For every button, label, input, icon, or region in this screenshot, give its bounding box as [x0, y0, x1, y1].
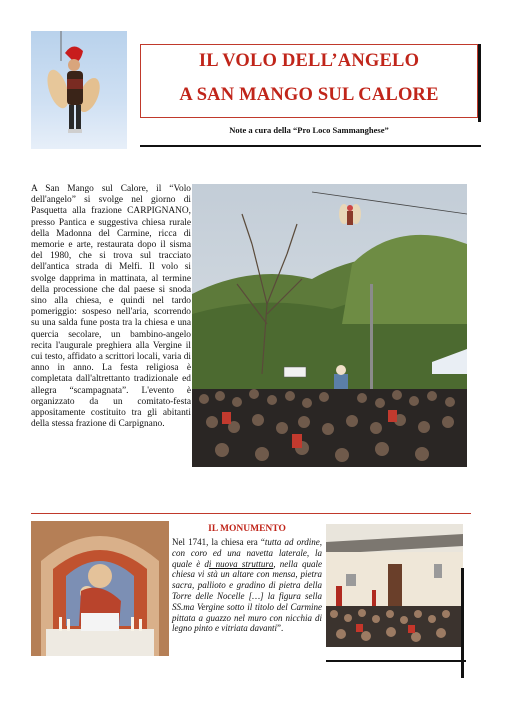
monument-heading: IL MONUMENTO — [208, 524, 286, 534]
procession-photo — [192, 184, 467, 467]
monument-text — [172, 537, 322, 634]
church-photo — [326, 524, 463, 647]
monument-text-intro: Nel 1741, la chiesa era “ — [172, 537, 265, 547]
title-line-1: IL VOLO DELL’ANGELO — [198, 51, 420, 71]
article-text: A San Mango sul Calore, il “Volo dell'angelo” si svolge nel giorno di Pasquetta alla frazione CARPIGNANO, presso Pantica e suggestiva chiesa rurale della Madonna del Carmine, ricca di memorie e arte, restaurata dopo il sisma del 1980, che si trova sul tracciato dell'antica strada di Melfi. Il volo si svolge dapprima in mattinata, al termine della processione che dal paese si snoda sino alla chiesa, e quindi nel tardo pomeriggio: sospeso nell'aria, scorrendo su una salda fune posta tra la chiesa e una quercia secolare, un bambino-angelo recita l'augurale preghiera alla Vergine il cui testo, affidato a scrittori locali, varia di anno in anno. La festa religiosa è completata dall'altrettanto tradizionale ed allegra “scampagnata”. L'evento è organizzato da un comitato-festa appositamente costituito tra gli abitanti della stessa frazione di Carpignano. — [31, 184, 191, 430]
header-rule-vertical — [478, 44, 481, 122]
angel-photo — [31, 31, 127, 149]
title-box — [140, 44, 478, 118]
monument-text-quote-1: tutta ad ordine, con coro ed una navetta laterale, la quale è d — [172, 537, 322, 569]
title-line-2: A SAN MANGO SUL CALORE — [179, 85, 439, 105]
footer-rule-horizontal — [326, 660, 466, 662]
monument-text-underlined: i nuova struttura — [208, 558, 274, 569]
monument-text-outro: ”. — [277, 623, 284, 634]
monument-text-quote-2: , nella quale chiesa vi stà un altare con mensa, pietra sacra, pallioto e gradino di pietra della Torre delle Nocelle […] la figura sella SS.ma Vergine sotto il titolo del Carmine pittata a guazzo nel muro con nicchia di legno pinto e vitriata davanti — [172, 558, 322, 634]
header-rule-horizontal — [140, 145, 481, 147]
fresco-photo — [31, 521, 169, 656]
section-divider — [31, 513, 471, 514]
subtitle: Note a cura della “Pro Loco Sammanghese” — [229, 125, 389, 135]
